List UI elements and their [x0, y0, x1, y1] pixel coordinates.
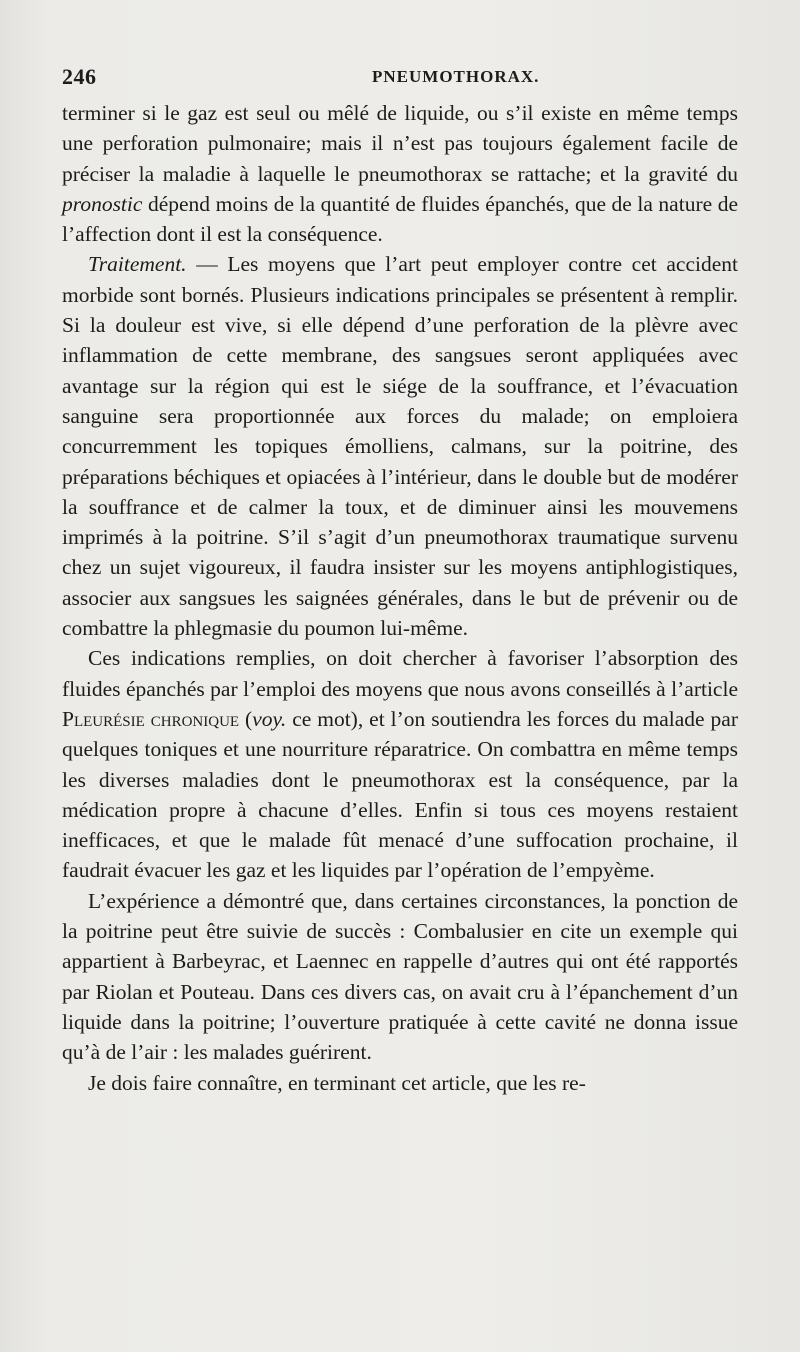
paragraph-3-smallcaps: Pleurésie chronique — [62, 706, 240, 731]
running-head: PNEUMOTHORAX. — [372, 67, 540, 86]
paragraph-2-heading: Traitement. — [88, 252, 187, 277]
page-number: 246 — [62, 64, 97, 89]
paragraph-4-text: L’expérience a démontré que, dans certaines circonstances, la ponction de la poitrine peut être suivie de succès : Combalusier en cite un exemple qui appartient à Barbeyrac, et Laennec en rappelle d’autres qui ont été rapportés par Riolan et Pouteau. Dans ces divers cas, on avait cru à l’épanchement d’un liquide dans la poitrine; l’ouverture pratiquée à cette cavité ne donna issue qu’à de l’air : les malades guérirent. — [62, 888, 738, 1065]
paragraph-1-italic: pronostic — [62, 191, 143, 216]
paragraph-3 — [62, 643, 738, 885]
paragraph-4 — [62, 886, 738, 1068]
page-body — [62, 98, 738, 1098]
paragraph-3-text-mid: ( — [239, 706, 253, 731]
paragraph-1-text-after: dépend moins de la quantité de fluides épanchés, que de la nature de l’affection dont il est la conséquence. — [62, 191, 738, 247]
paragraph-3-text: Ces indications remplies, on doit chercher à favoriser l’absorption des fluides épanchés par l’emploi des moyens que nous avons conseillés à l’article — [62, 646, 738, 701]
paragraph-5 — [62, 1068, 738, 1098]
paragraph-3-text-after: ce mot), et l’on soutiendra les forces du malade par quelques toniques et une nourriture réparatrice. On combattra en même temps les diverses maladies dont le pneumothorax est la conséquence, par la médication propre à chacune d’elles. Enfin si tous ces moyens restaient inefficaces, et que le malade fût menacé d’une suffocation prochaine, il faudrait évacuer les gaz et les liquides par l’opération de l’empyème. — [62, 706, 738, 883]
paragraph-1 — [62, 98, 738, 249]
paragraph-2-text: — Les moyens que l’art peut employer contre cet accident morbide sont bornés. Plusieurs indications principales se présentent à remplir. Si la douleur est vive, si elle dépend d’une perforation de la plèvre avec inflammation de cette membrane, des sangsues seront appliquées avec avantage sur la région qui est le siége de la souffrance, et l’évacuation sanguine sera proportionnée aux forces du malade; on emploiera concurremment les topiques émolliens, calmans, sur la poitrine, des préparations béchiques et opiacées à l’intérieur, dans le double but de modérer la souffrance et de calmer la toux, et de diminuer ainsi les mouvemens imprimés à la poitrine. S’il s’agit d’un pneumothorax traumatique survenu chez un sujet vigoureux, il faudra insister sur les moyens antiphlogistiques, associer aux sangsues les saignées générales, dans le but de prévenir ou de combattre la phlegmasie du poumon lui-même. — [62, 252, 738, 641]
paragraph-1-text: terminer si le gaz est seul ou mêlé de liquide, ou s’il existe en même temps une perforation pulmonaire; mais il n’est pas toujours également facile de préciser la maladie à laquelle le pneumothorax se rattache; et la gravité du — [62, 101, 738, 186]
page-header — [62, 64, 742, 94]
paragraph-2 — [62, 249, 738, 643]
paragraph-3-italic: voy. — [252, 706, 287, 731]
paragraph-5-text: Je dois faire connaître, en terminant cet article, que les re- — [88, 1070, 586, 1095]
